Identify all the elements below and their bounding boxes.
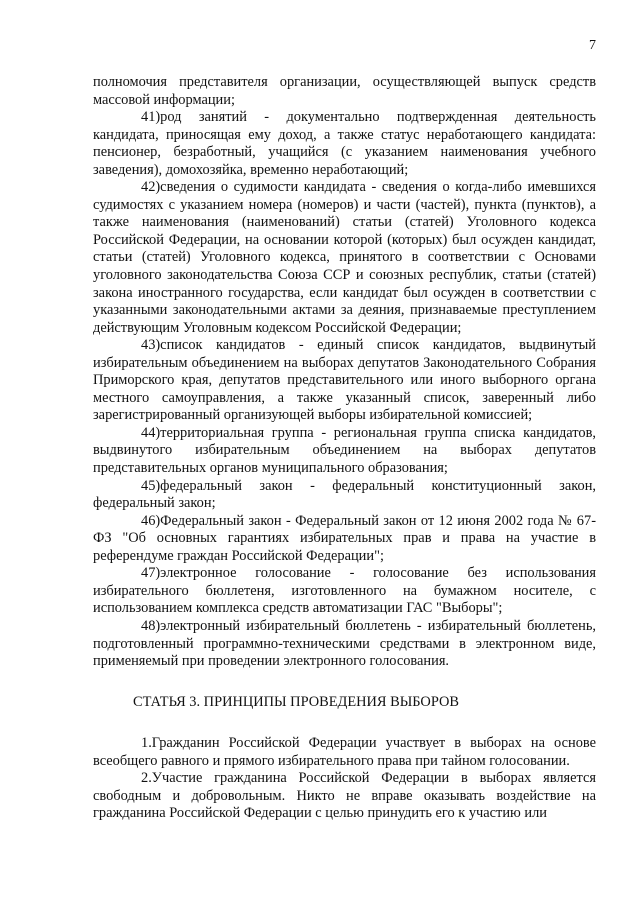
- article-paragraphs: [93, 735, 596, 823]
- section-heading: СТАТЬЯ 3. ПРИНЦИПЫ ПРОВЕДЕНИЯ ВЫБОРОВ: [133, 693, 459, 710]
- paragraph: 44)территориальная группа - региональная группа списка кандидатов, выдвинутого избирательным объединением на выборах депутатов представительных органов муниципального образования;: [93, 424, 596, 477]
- paragraph: 45)федеральный закон - федеральный конституционный закон, федеральный закон;: [93, 477, 596, 512]
- paragraph: 42)сведения о судимости кандидата - сведения о когда-либо имевшихся судимостях с указанием номера (номеров) и части (частей), пункта (пунктов), а также наименования (наименований) статьи (статей) Уголовного кодекса Российской Федерации, на основании которой (которых) был осужден кандидат, статьи (статей) Уголовного кодекса, принятого в соответствии с Основами уголовного законодательства Союза ССР и союзных республик, статьи (статей) закона иностранного государства, если кандидат был осужден в соответствии с указанными законодательными актами за деяния, признаваемые преступлением действующим Уголовным кодексом Российской Федерации;: [93, 179, 596, 336]
- document-body: [93, 74, 596, 823]
- definitions-list: [93, 74, 596, 671]
- paragraph: 46)Федеральный закон - Федеральный закон от 12 июня 2002 года № 67-ФЗ "Об основных гарантиях избирательных прав и права на участие в референдуме граждан Российской Федерации";: [93, 512, 596, 564]
- paragraph: 2.Участие гражданина Российской Федерации в выборах является свободным и добровольным. Никто не вправе оказывать воздействие на гражданина Российской Федерации с целью принудить его к участию или: [93, 770, 596, 822]
- page-number: 7: [589, 38, 596, 53]
- paragraph: 41)род занятий - документально подтвержденная деятельность кандидата, приносящая ему доход, а также статус неработающего кандидата: пенсионер, безработный, учащийся (с указанием наименования учебного заведения), домохозяйка, временно неработающий;: [93, 109, 596, 178]
- paragraph: 47)электронное голосование - голосование без использования избирательного бюллетеня, изготовленного на бумажном носителе, с использованием комплекса средств автоматизации ГАС "Выборы";: [93, 565, 596, 617]
- paragraph: 43)список кандидатов - единый список кандидатов, выдвинутый избирательным объединением на выборах депутатов Законодательного Собрания Приморского края, депутатов представительного или иного выборного органа местного самоуправления, а также указанный список, заверенный либо зарегистрированный организующей выборы избирательной комиссией;: [93, 337, 596, 424]
- paragraph: 1.Гражданин Российской Федерации участвует в выборах на основе всеобщего равного и прямого избирательного права при тайном голосовании.: [93, 735, 596, 769]
- paragraph: полномочия представителя организации, осуществляющей выпуск средств массовой информации;: [93, 74, 596, 108]
- paragraph: 48)электронный избирательный бюллетень - избирательный бюллетень, подготовленный программно-техническими средствами в электронном виде, применяемый при проведении электронного голосования.: [93, 617, 596, 670]
